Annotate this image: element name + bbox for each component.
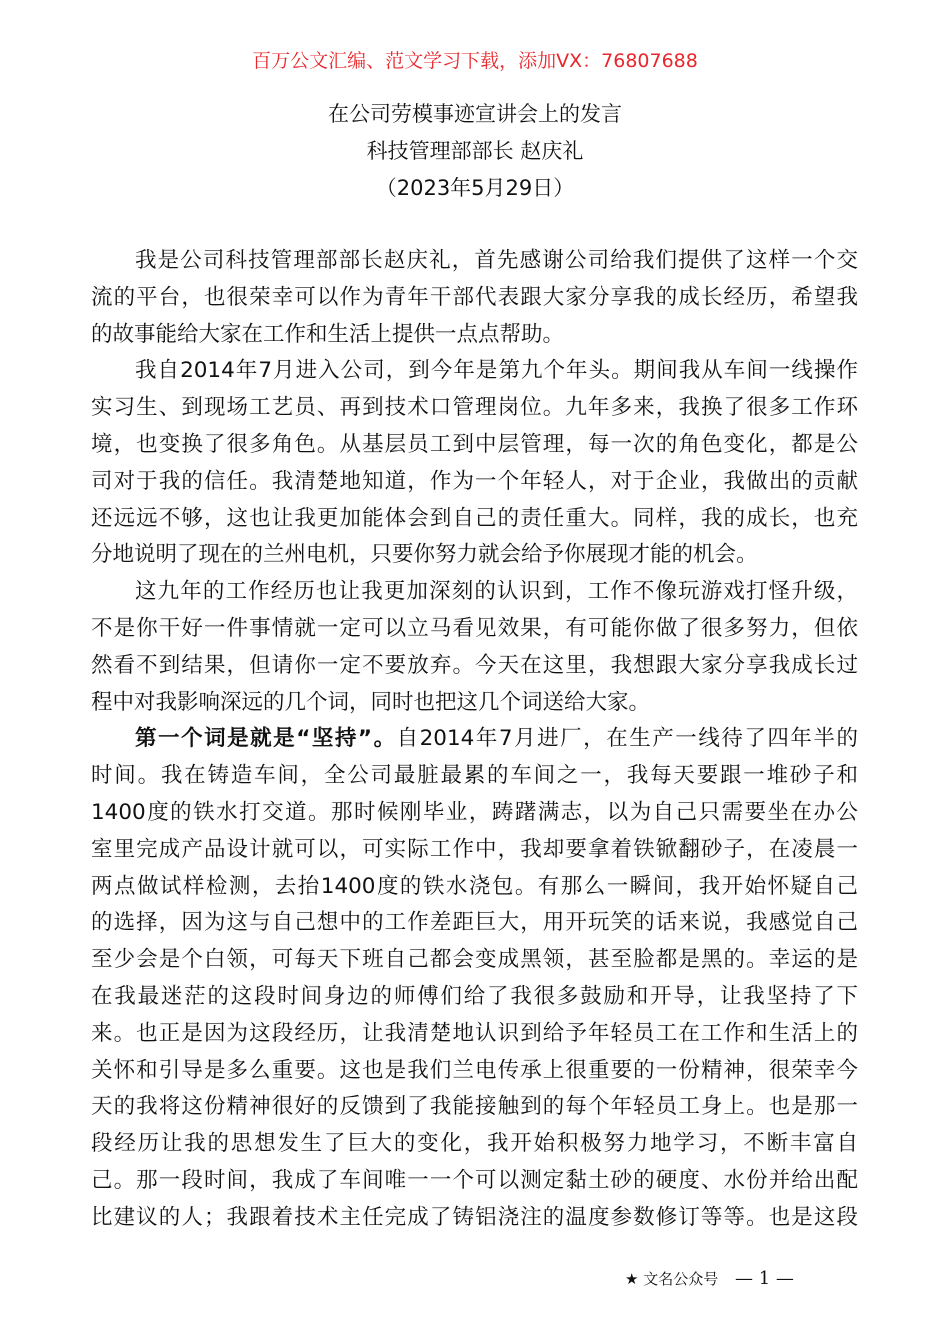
- paragraph-line: 至少会是个白领，可每天下班自己都会变成黑领，甚至脸都是黑的。幸运的是: [91, 947, 858, 973]
- paragraph-line: 来。也正是因为这段经历，让我清楚地认识到给予年轻员工在工作和生活上的: [91, 1020, 858, 1046]
- document-body: [91, 243, 858, 1237]
- paragraph-line: [91, 721, 858, 758]
- paragraph-line: 程中对我影响深远的几个词，同时也把这几个词送给大家。: [91, 689, 651, 715]
- author-line: 科技管理部部长 赵庆礼: [366, 139, 584, 163]
- paragraph-line: 司对于我的信任。我清楚地知道，作为一个年轻人，对于企业，我做出的贡献: [91, 468, 858, 494]
- paragraph-line: 关怀和引导是多么重要。这也是我们兰电传承上很重要的一份精神，很荣幸今: [91, 1057, 858, 1083]
- paragraph-line: 分地说明了现在的兰州电机，只要你努力就会给予你展现才能的机会。: [91, 542, 758, 568]
- date-line: （2023年5月29日）: [375, 176, 575, 200]
- paragraph-line: 两点做试样检测，去抬1400度的铁水浇包。有那么一瞬间，我开始怀疑自己: [91, 873, 858, 899]
- paragraph-line: 流的平台，也很荣幸可以作为青年干部代表跟大家分享我的成长经历，希望我: [91, 284, 858, 310]
- document-title: 在公司劳模事迹宣讲会上的发言: [328, 102, 622, 126]
- watermark-banner: 百万公文汇编、范文学习下载，添加VX：76807688: [252, 50, 698, 72]
- page-number: — 1 —: [735, 1268, 794, 1289]
- page-footer: [625, 1268, 794, 1289]
- paragraph-line: 天的我将这份精神很好的反馈到了我能接触到的每个年轻员工身上。也是那一: [91, 1094, 858, 1120]
- bold-heading: 第一个词是就是“坚持”。: [135, 726, 397, 752]
- paragraph-line: 的故事能给大家在工作和生活上提供一点点帮助。: [91, 321, 565, 347]
- paragraph-line: 不是你干好一件事情就一定可以立马看见效果，有可能你做了很多努力，但依: [91, 615, 858, 641]
- paragraph-line: 我自2014年7月进入公司，到今年是第九个年头。期间我从车间一线操作: [135, 358, 858, 384]
- paragraph-line: 己。那一段时间，我成了车间唯一一个可以测定黏土砂的硬度、水份并给出配: [91, 1167, 858, 1193]
- line-text: 自2014年7月进厂，在生产一线待了四年半的: [396, 726, 858, 752]
- paragraph-line: 然看不到结果，但请你一定不要放弃。今天在这里，我想跟大家分享我成长过: [91, 652, 858, 678]
- paragraph-line: 1400度的铁水打交道。那时候刚毕业，踌躇满志，以为自己只需要坐在办公: [91, 799, 858, 825]
- paragraph-line: 时间。我在铸造车间，全公司最脏最累的车间之一，我每天要跟一堆砂子和: [91, 763, 858, 789]
- paragraph-line: 在我最迷茫的这段时间身边的师傅们给了我很多鼓励和开导，让我坚持了下: [91, 983, 858, 1009]
- paragraph-line: 还远远不够，这也让我更加能体会到自己的责任重大。同样，我的成长，也充: [91, 505, 858, 531]
- paragraph-line: 我是公司科技管理部部长赵庆礼，首先感谢公司给我们提供了这样一个交: [135, 248, 858, 273]
- footer-label: 文名公众号: [643, 1270, 719, 1288]
- paragraph-line: 比建议的人；我跟着技术主任完成了铸铝浇注的温度参数修订等等。也是这段: [91, 1204, 858, 1230]
- paragraph-line: 这九年的工作经历也让我更加深刻的认识到，工作不像玩游戏打怪升级，: [135, 579, 858, 605]
- star-icon: ★: [625, 1270, 639, 1288]
- paragraph-line: 室里完成产品设计就可以，可实际工作中，我却要拿着铁锨翻砂子，在凌晨一: [91, 836, 858, 862]
- paragraph-line: 实习生、到现场工艺员、再到技术口管理岗位。九年多来，我换了很多工作环: [91, 395, 858, 421]
- paragraph-line: 的选择，因为这与自己想中的工作差距巨大，用开玩笑的话来说，我感觉自己: [91, 910, 858, 936]
- paragraph-line: 段经历让我的思想发生了巨大的变化，我开始积极努力地学习，不断丰富自: [91, 1131, 858, 1157]
- paragraph-line: 境，也变换了很多角色。从基层员工到中层管理，每一次的角色变化，都是公: [91, 431, 858, 457]
